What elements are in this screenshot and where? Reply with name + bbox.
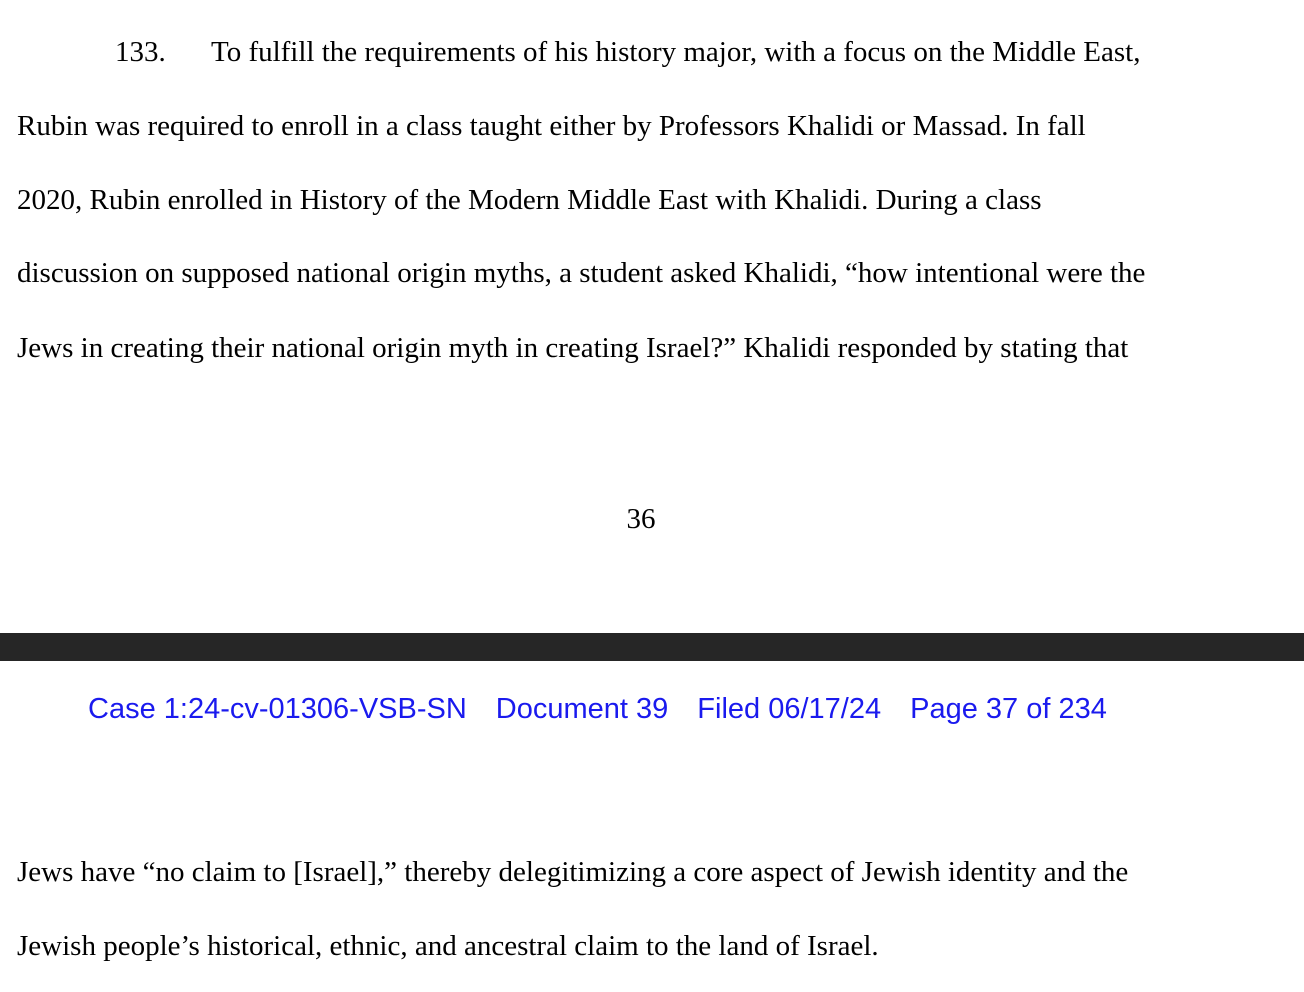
body-text-line: Rubin was required to enroll in a class taught either by Professors Khalidi or Massad. In fall bbox=[17, 110, 1086, 142]
filed-date: Filed 06/17/24 bbox=[697, 693, 882, 725]
body-text-line: discussion on supposed national origin myths, a student asked Khalidi, “how intentional were the bbox=[17, 257, 1146, 289]
page-number: 36 bbox=[626, 503, 656, 535]
body-text-line: To fulfill the requirements of his history major, with a focus on the Middle East, bbox=[211, 36, 1141, 68]
body-text-line: 2020, Rubin enrolled in History of the Modern Middle East with Khalidi. During a class bbox=[17, 184, 1042, 216]
paragraph-first-line bbox=[115, 35, 1140, 69]
page-break-divider bbox=[0, 633, 1304, 661]
body-text-line: Jewish people’s historical, ethnic, and ancestral claim to the land of Israel. bbox=[17, 930, 879, 962]
body-text-line: Jews have “no claim to [Israel],” thereby delegitimizing a core aspect of Jewish identity and the bbox=[17, 856, 1129, 888]
page-count: Page 37 of 234 bbox=[910, 693, 1107, 725]
case-header bbox=[88, 692, 1107, 726]
body-text-line: Jews in creating their national origin myth in creating Israel?” Khalidi responded by stating that bbox=[17, 332, 1129, 364]
paragraph-number: 133. bbox=[115, 36, 166, 68]
document-number: Document 39 bbox=[495, 693, 669, 725]
case-number: Case 1:24-cv-01306-VSB-SN bbox=[88, 693, 467, 725]
